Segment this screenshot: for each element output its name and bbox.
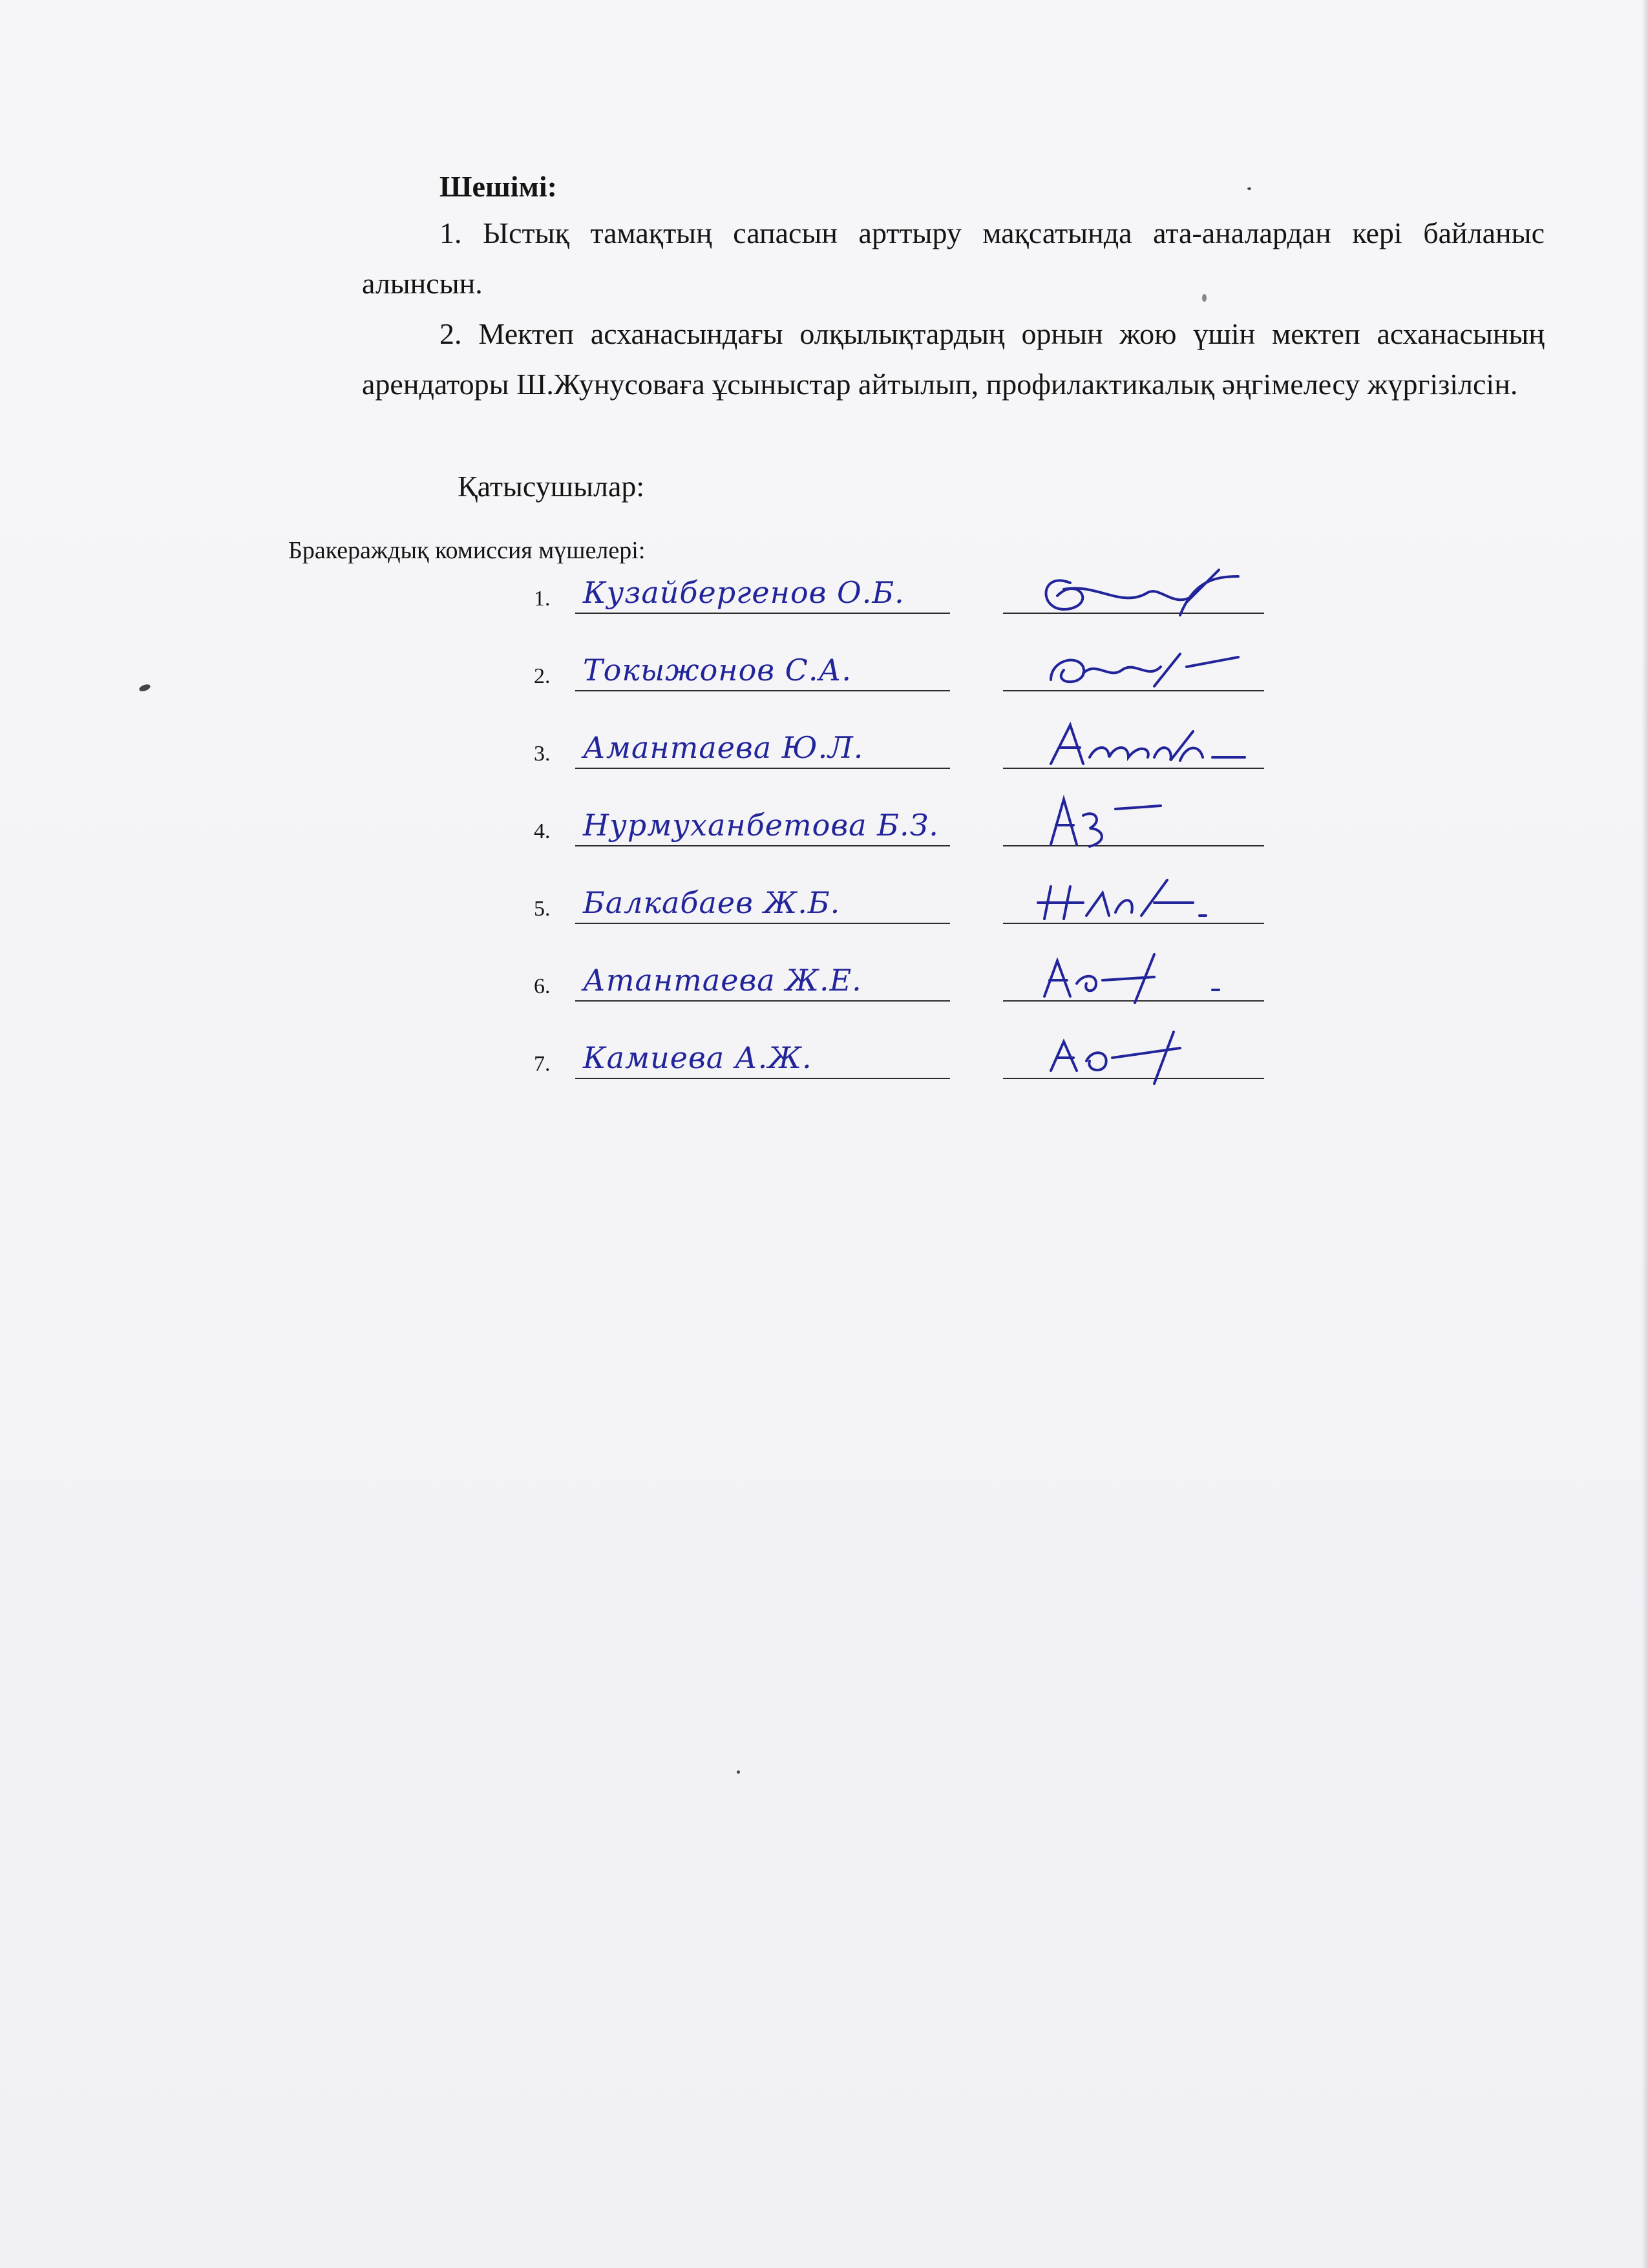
- handwritten-name: Балкабаев Ж.Б.: [583, 885, 841, 920]
- handwritten-signature: [1025, 790, 1258, 854]
- signature-row: [534, 950, 1271, 1002]
- handwritten-name: Нурмуханбетова Б.З.: [583, 808, 939, 843]
- name-line: [575, 768, 950, 769]
- handwritten-signature: [1025, 712, 1258, 777]
- signature-row: [534, 640, 1271, 691]
- name-line: [575, 1000, 950, 1002]
- signature-row: [534, 717, 1271, 769]
- signature-number: 1.: [534, 587, 551, 611]
- signature-row: [534, 872, 1271, 924]
- signature-row: [534, 562, 1271, 614]
- name-line: [575, 1078, 950, 1079]
- name-line: [575, 690, 950, 691]
- handwritten-signature: [1025, 557, 1258, 622]
- name-line: [575, 613, 950, 614]
- decision-item-1: 1. Ыстық тамақтың сапасын арттыру мақсатында ата-аналардан кері байланыс алынсын.: [362, 216, 1545, 300]
- signature-number: 2.: [534, 664, 551, 688]
- scan-speck: [1202, 294, 1207, 302]
- commission-label: Бракераждық комиссия мүшелері:: [288, 537, 646, 564]
- handwritten-name: Токыжонов С.А.: [583, 653, 852, 688]
- name-line: [575, 845, 950, 846]
- handwritten-name: Камиева А.Ж.: [583, 1040, 812, 1075]
- decision-item-2: 2. Мектеп асханасындағы олқылықтардың орнын жою үшін мектеп асханасының арендаторы Ш.Жунусоваға ұсыныстар айтылып, профилактикалық әңгімелесу жүргізілсін.: [362, 317, 1545, 401]
- handwritten-signature: [1025, 945, 1258, 1009]
- signature-row: [534, 795, 1271, 846]
- name-line: [575, 923, 950, 924]
- signature-number: 4.: [534, 819, 551, 843]
- handwritten-name: Амантаева Ю.Л.: [583, 730, 864, 765]
- scan-speck: [1247, 187, 1251, 190]
- handwritten-signature: [1025, 1022, 1258, 1087]
- handwritten-name: Кузайбергенов О.Б.: [583, 575, 905, 610]
- handwritten-name: Атантаева Ж.Е.: [583, 963, 862, 998]
- signature-number: 7.: [534, 1052, 551, 1076]
- page-edge-shadow: [1642, 0, 1648, 2268]
- signature-number: 3.: [534, 742, 551, 766]
- decision-heading: Шешімі:: [439, 170, 557, 203]
- signature-row: [534, 1027, 1271, 1079]
- handwritten-signature: [1025, 867, 1258, 932]
- signature-number: 6.: [534, 974, 551, 998]
- scan-speck: [138, 683, 151, 693]
- participants-label: Қатысушылар:: [458, 470, 645, 503]
- scan-speck: [737, 1770, 740, 1774]
- signature-number: 5.: [534, 897, 551, 921]
- handwritten-signature: [1025, 635, 1258, 699]
